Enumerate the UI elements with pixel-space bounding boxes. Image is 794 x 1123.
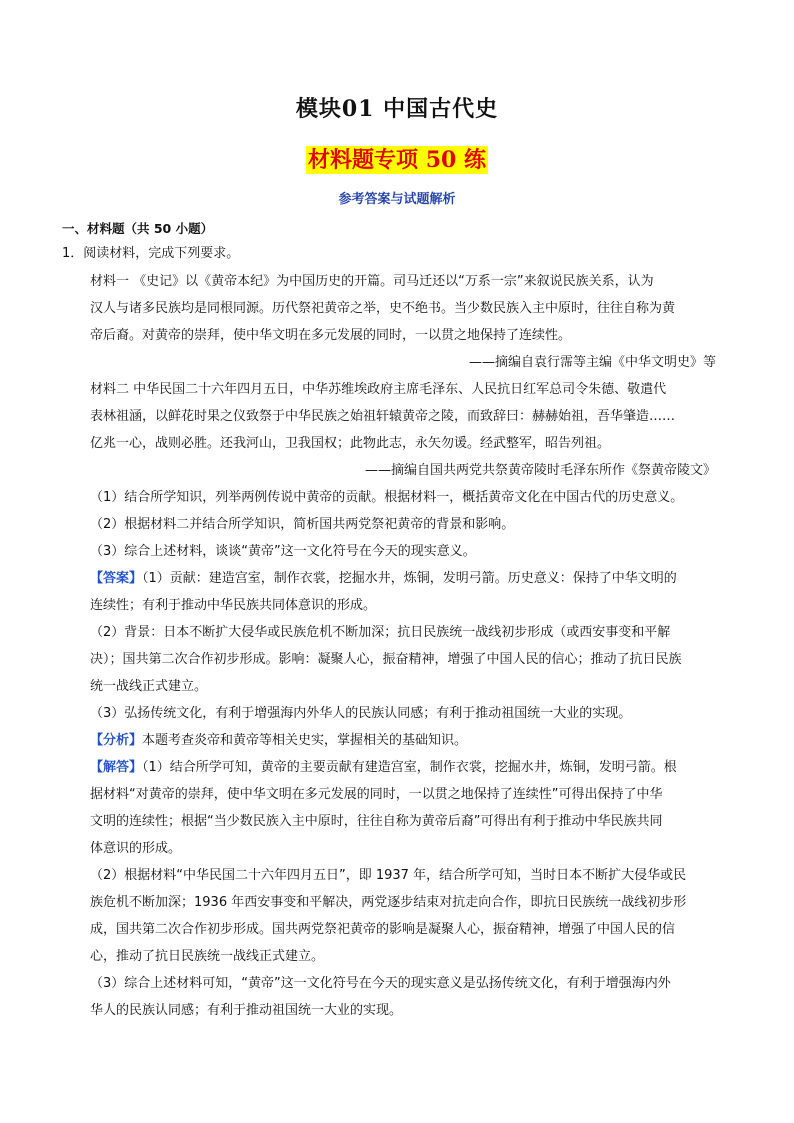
solution-line: （3）综合上述材料可知，“黄帝”这一文化符号在今天的现实意义是弘扬传统文化，有利于增强海内外 — [90, 976, 671, 991]
answer-line: （3）弘扬传统文化，有利于增强海内外华人的民族认同感；有利于推动祖国统一大业的实现。 — [90, 706, 632, 721]
solution-line: 心，推动了抗日民族统一战线正式建立。 — [90, 949, 325, 964]
question-stem: 1．阅读材料，完成下列要求。 — [62, 246, 240, 261]
section-title: 一、材料题（共 50 小题） — [62, 221, 214, 236]
solution-line: 【解答】（1）结合所学可知，黄帝的主要贡献有建造宫室，制作衣裳，挖掘水井，炼铜，发明弓箭。根 — [90, 760, 677, 775]
material-1-line: 材料一 《史记》以《黄帝本纪》为中国历史的开篇。司马迁还以“万系一宗”来叙说民族关系，认为 — [90, 274, 654, 289]
material-1-line: 帝后裔。对黄帝的崇拜，使中华文明在多元发展的同时，一以贯之地保持了连续性。 — [90, 328, 572, 343]
subtitle-highlight: 材料题专项 50 练 — [308, 147, 486, 173]
answer-line: （2）背景：日本不断扩大侵华或民族危机不断加深；抗日民族统一战线初步形成（或西安事变和平解 — [90, 625, 671, 640]
module-title: 模块01 中国古代史 — [295, 96, 499, 122]
answer-line: 统一战线正式建立。 — [90, 679, 208, 694]
material-2-line: 表林祖涵，以鲜花时果之仪致祭于中华民族之始祖轩辕黄帝之陵，而致辞曰：赫赫始祖，吾华肇造…… — [90, 409, 676, 424]
answer-tag: 【答案】 — [90, 571, 143, 586]
answer-title: 参考答案与试题解析 — [338, 192, 456, 207]
solution-line: （2）根据材料“中华民国二十六年四月五日”，即 1937 年，结合所学可知，当时日本不断扩大侵华或民 — [90, 868, 687, 883]
answer-line: 决）；国共第二次合作初步形成。影响：凝聚人心，振奋精神，增强了中国人民的信心；推动了抗日民族 — [90, 652, 682, 667]
solution-tag: 【解答】 — [90, 760, 143, 775]
material-2-source: ——摘编自国共两党共祭黄帝陵时毛泽东所作《祭黄帝陵文》 — [364, 463, 716, 478]
question-item: （2）根据材料二并结合所学知识，简析国共两党祭祀黄帝的背景和影响。 — [90, 517, 515, 532]
answer-line: 连续性；有利于推动中华民族共同体意识的形成。 — [90, 598, 377, 613]
solution-line: 文明的连续性；根据“当少数民族入主中原时，往往自称为黄帝后裔”可得出有利于推动中华民族共同 — [90, 814, 663, 829]
solution-line: 据材料“对黄帝的崇拜，使中华文明在多元发展的同时，一以贯之地保持了连续性”可得出保持了中华 — [90, 787, 663, 802]
material-1-line: 汉人与诸多民族均是同根同源。历代祭祀黄帝之举，史不绝书。当少数民族入主中原时，往往自称为黄 — [90, 301, 676, 316]
material-1-source: ——摘编自袁行霈等主编《中华文明史》等 — [468, 355, 716, 370]
answer-line: 【答案】（1）贡献：建造宫室，制作衣裳，挖掘水井，炼铜，发明弓箭。历史意义：保持了中华文明的 — [90, 571, 677, 586]
question-item: （1）结合所学知识，列举两例传说中黄帝的贡献。根据材料一，概括黄帝文化在中国古代的历史意义。 — [90, 490, 684, 505]
solution-line: 成，国共第二次合作初步形成。国共两党祭祀黄帝的影响是凝聚人心，振奋精神，增强了中国人民的信 — [90, 922, 676, 937]
analysis-line: 【分析】本题考查炎帝和黄帝等相关史实，掌握相关的基础知识。 — [90, 733, 468, 748]
material-2-line: 材料二 中华民国二十六年四月五日，中华苏维埃政府主席毛泽东、人民抗日红军总司令朱德、敬遣代 — [90, 382, 667, 397]
solution-line: 体意识的形成。 — [90, 841, 182, 856]
analysis-tag: 【分析】 — [90, 733, 143, 748]
material-2-line: 亿兆一心，战则必胜。还我河山，卫我国权；此物此志，永矢勿谖。经武整军，昭告列祖。 — [90, 436, 611, 451]
solution-line: 华人的民族认同感；有利于推动祖国统一大业的实现。 — [90, 1003, 403, 1018]
subtitle — [0, 143, 794, 174]
question-item: （3）综合上述材料，谈谈“黄帝”这一文化符号在今天的现实意义。 — [90, 544, 476, 559]
solution-line: 族危机不断加深；1936 年西安事变和平解决，两党逐步结束对抗走向合作，即抗日民族统一战线初步形 — [90, 895, 687, 910]
